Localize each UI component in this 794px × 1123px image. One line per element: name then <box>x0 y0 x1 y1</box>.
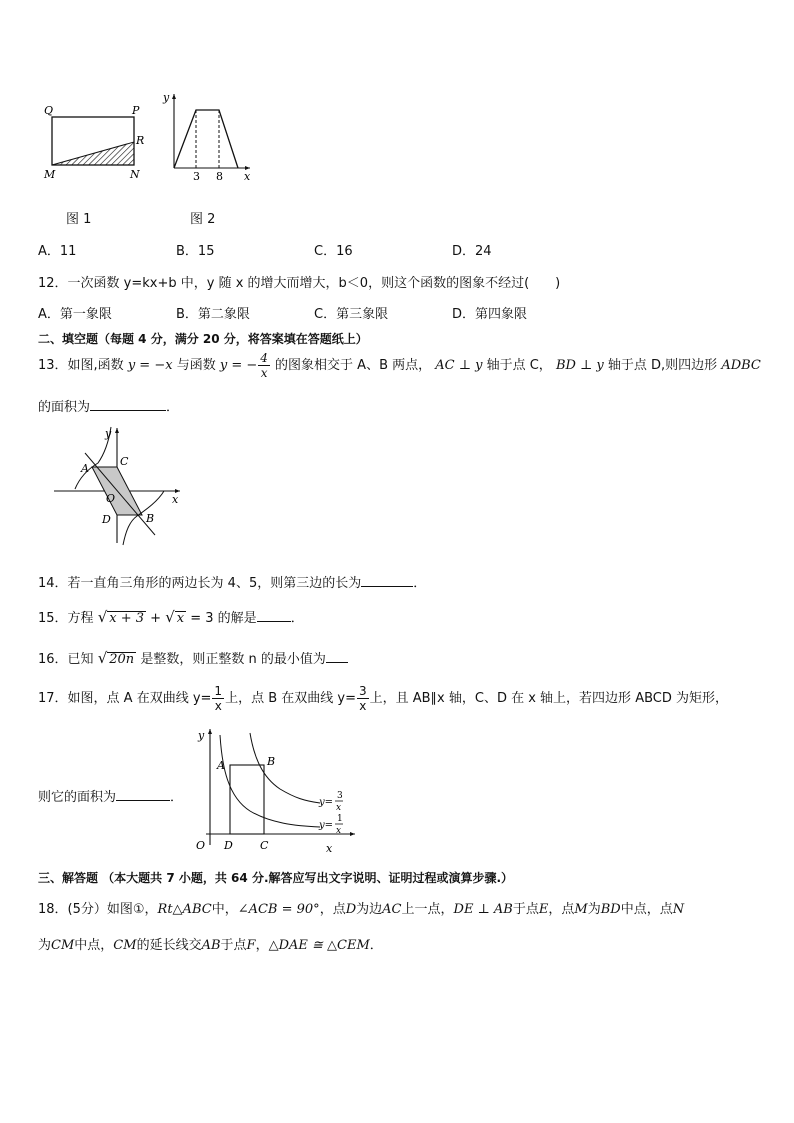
q11-option-c: C．16 <box>314 244 353 259</box>
q15-answer-blank[interactable] <box>257 609 291 622</box>
q12-option-c: C．第三象限 <box>314 307 389 322</box>
q13-figure <box>50 425 190 547</box>
q11-option-a: A．11 <box>38 244 77 259</box>
q12-text: 12．一次函数 y=kx+b 中，y 随 x 的增大而增大，b＜0，则这个函数的图象不经过( ) <box>38 276 561 291</box>
q16-text: 16．已知 √ 20n 是整数，则正整数 n 的最小值为 <box>38 648 348 670</box>
label-P: P <box>132 104 140 117</box>
svg-text:O: O <box>106 492 116 505</box>
svg-text:y: y <box>105 427 112 440</box>
section-2-heading: 二、填空题（每题 4 分，满分 20 分，将答案填在答题纸上） <box>38 332 368 346</box>
q17-figure <box>190 727 360 857</box>
figure-1-rectangle <box>40 100 150 185</box>
shaded-triangle <box>52 142 134 165</box>
svg-text:y: y <box>198 729 205 742</box>
figure-2-graph <box>158 88 258 186</box>
q13-answer-blank[interactable] <box>90 398 166 411</box>
q17-answer-blank[interactable] <box>116 788 170 801</box>
svg-text:y=: y= <box>319 820 334 831</box>
label-M: M <box>44 168 56 181</box>
q14-answer-blank[interactable] <box>361 574 413 587</box>
q16-answer-blank[interactable] <box>326 650 348 663</box>
svg-text:A: A <box>217 759 225 772</box>
svg-text:3: 3 <box>193 170 200 183</box>
svg-text:x: x <box>326 842 333 855</box>
svg-text:C: C <box>120 455 129 468</box>
q12-option-d: D．第四象限 <box>452 307 528 322</box>
svg-text:x: x <box>172 493 179 506</box>
svg-text:3: 3 <box>337 791 343 801</box>
rectangle-abcd <box>230 765 264 834</box>
q18-line-2: 为CM中点，CM的延长线交AB于点F，△DAE ≅ △CEM． <box>38 938 383 953</box>
svg-text:O: O <box>196 839 206 852</box>
q17-line-1: 17．如图，点 A 在双曲线 y= $\frac{1}{x}$ 上，点 B 在双曲线 y= $\frac{3}{x}$ 上，且 AB∥x 轴，C、D 在 x 轴上，若四边形 ABCD 为矩形， <box>38 684 728 713</box>
q12-option-a: A．第一象限 <box>38 307 112 322</box>
svg-text:C: C <box>260 839 269 852</box>
svg-text:x: x <box>336 826 342 836</box>
svg-text:y=: y= <box>319 797 334 808</box>
figure-2-caption: 图 2 <box>190 212 216 227</box>
svg-text:x: x <box>244 170 251 183</box>
q12-option-b: B．第二象限 <box>176 307 250 322</box>
svg-text:x: x <box>336 803 342 813</box>
svg-text:A: A <box>81 462 89 475</box>
q17-line-2: 则它的面积为 ． <box>38 790 184 805</box>
svg-text:1: 1 <box>337 814 343 824</box>
svg-text:D: D <box>224 839 233 852</box>
label-Q: Q <box>44 104 54 117</box>
svg-text:y: y <box>163 91 170 104</box>
label-R: R <box>136 134 145 147</box>
q18-line-1: 18．(5分）如图①，Rt△ABC中，∠ACB = 90°，点D为边AC上一点，DE ⊥ AB于点E，点M为BD中点，点N <box>38 902 685 917</box>
svg-text:8: 8 <box>216 170 223 183</box>
q13-line-2: 的面积为 ． <box>38 400 180 415</box>
q15-text: 15．方程 √ x + 3 + √ x = 3 的解是 ． <box>38 608 304 626</box>
q11-option-b: B．15 <box>176 244 215 259</box>
q14-text: 14．若一直角三角形的两边长为 4、5，则第三边的长为 ． <box>38 576 427 591</box>
svg-text:B: B <box>267 755 276 768</box>
section-3-heading: 三、解答题 （本大题共 7 小题，共 64 分.解答应写出文字说明、证明过程或演算步骤.） <box>38 871 514 885</box>
q11-option-d: D．24 <box>452 244 492 259</box>
figure-1-caption: 图 1 <box>66 212 92 227</box>
q13-line-1: 13．如图,函数 y = −x 与函数 y = − $\frac{4}{x}$ 的图象相交于 A、B 两点， AC ⊥ y 轴于点 C， BD ⊥ y 轴于点 D,则四边形 ADBC <box>38 351 761 380</box>
svg-text:B: B <box>146 512 155 525</box>
label-N: N <box>130 168 140 181</box>
svg-text:D: D <box>102 513 111 526</box>
